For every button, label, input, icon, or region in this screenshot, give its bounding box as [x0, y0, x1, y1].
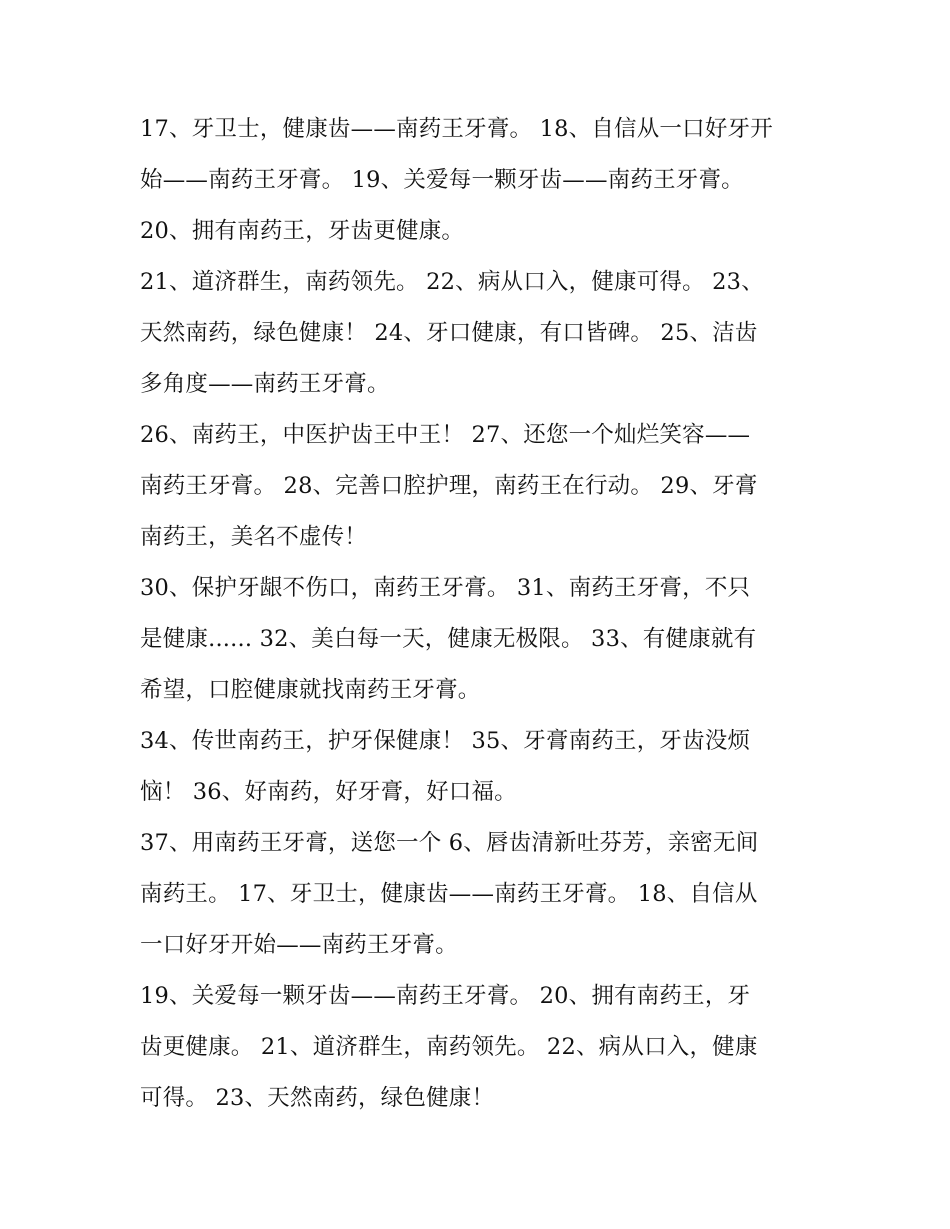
text-line: 21、道济群生，南药领先。 22、病从口入，健康可得。 23、 [140, 269, 764, 295]
text-line: 南药王牙膏。 28、完善口腔护理，南药王在行动。 29、牙膏 [140, 473, 758, 499]
text-line: 20、拥有南药王，牙齿更健康。 [140, 218, 465, 244]
text-line: 南药王，美名不虚传！ [140, 524, 368, 550]
text-line: 希望，口腔健康就找南药王牙膏。 [140, 677, 481, 703]
paragraph [140, 104, 820, 257]
paragraph [140, 563, 820, 716]
text-line: 齿更健康。 21、道济群生，南药领先。 22、病从口入，健康 [140, 1034, 758, 1060]
paragraph [140, 818, 820, 971]
text-line: 17、牙卫士，健康齿——南药王牙膏。 18、自信从一口好牙开 [140, 116, 773, 142]
text-line: 是健康...... 32、美白每一天，健康无极限。 33、有健康就有 [140, 626, 757, 652]
text-line: 30、保护牙龈不伤口，南药王牙膏。 31、南药王牙膏，不只 [140, 575, 751, 601]
text-line: 天然南药，绿色健康！ 24、牙口健康，有口皆碑。 25、洁齿 [140, 320, 758, 346]
text-line: 19、关爱每一颗牙齿——南药王牙膏。 20、拥有南药王，牙 [140, 983, 751, 1009]
paragraph [140, 971, 820, 1124]
text-line: 26、南药王，中医护齿王中王！ 27、还您一个灿烂笑容—— [140, 422, 751, 448]
text-line: 多角度——南药王牙膏。 [140, 371, 390, 397]
paragraph [140, 257, 820, 410]
text-line: 南药王。 17、牙卫士，健康齿——南药王牙膏。 18、自信从 [140, 881, 758, 907]
text-line: 可得。 23、天然南药，绿色健康！ [140, 1085, 495, 1111]
text-line: 37、用南药王牙膏，送您一个 6、唇齿清新吐芬芳，亲密无间 [140, 830, 759, 856]
text-line: 一口好牙开始——南药王牙膏。 [140, 932, 458, 958]
document-body [140, 104, 820, 1124]
text-line: 恼！ 36、好南药，好牙膏，好口福。 [140, 779, 517, 805]
text-line: 34、传世南药王，护牙保健康！ 35、牙膏南药王，牙齿没烦 [140, 728, 751, 754]
paragraph [140, 410, 820, 563]
text-line: 始——南药王牙膏。 19、关爱每一颗牙齿——南药王牙膏。 [140, 167, 744, 193]
paragraph [140, 716, 820, 818]
